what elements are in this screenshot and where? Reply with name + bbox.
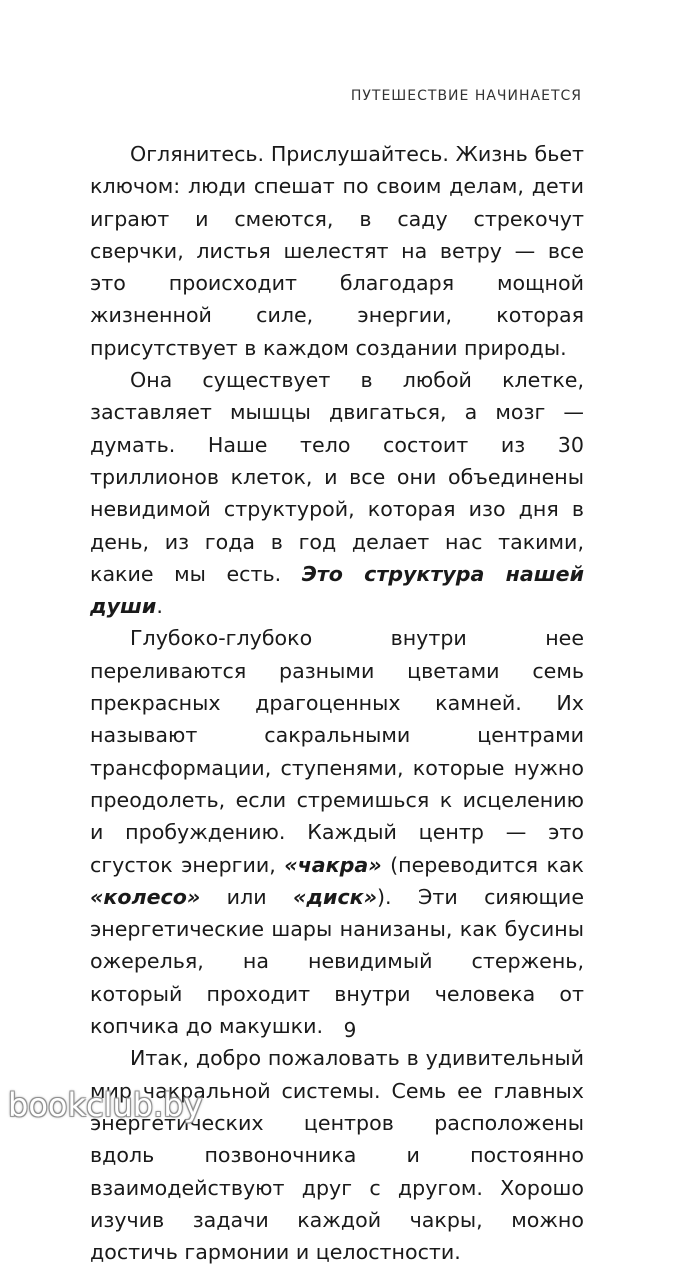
paragraph-2-text: Она существует в любой клетке, заставляет мышцы двигаться, а мозг — думать. Наше тело состоит из 30 триллионов клеток, и все они объединены невидимой структурой, которая изо дня в день, из года в год делает нас такими, какие мы есть. <box>90 368 584 586</box>
term-disk: «диск» <box>293 884 378 909</box>
paragraph-1: Оглянитесь. Прислушайтесь. Жизнь бьет ключом: люди спешат по своим делам, дети играют и смеются, в саду стрекочут сверчки, листья шелестят на ветру — все это происходит благодаря мощной жизненной силе, энергии, которая присутствует в каждом создании природы. <box>90 142 584 360</box>
paragraph-3 <box>90 622 584 1042</box>
paragraph-3-part-2: (переводится как <box>381 852 584 877</box>
paragraph-4: Итак, добро пожаловать в удивительный мир чакральной системы. Семь ее главных энергетических центров расположены вдоль позвоночника и постоянно взаимодействуют друг с другом. Хорошо изучив задачи каждой чакры, можно достичь гармонии и целостности. <box>90 1046 584 1265</box>
paragraph-3-part-4: ). Эти сияющие энергетические шары нанизаны, как бусины ожерелья, на невидимый стержень, который проходит внутри человека от копчика до макушки. <box>90 884 584 1039</box>
running-header: ПУТЕШЕСТВИЕ НАЧИНАЕТСЯ <box>350 88 582 104</box>
page-number: 9 <box>343 1018 357 1042</box>
paragraph-3-part-3: или <box>200 884 293 909</box>
paragraph-2-end: . <box>156 594 163 619</box>
term-chakra: «чакра» <box>284 852 382 877</box>
paragraph-2 <box>90 364 584 622</box>
paragraph-2-emphasis: Это структура нашей души <box>90 561 584 619</box>
watermark: bookclub.by <box>8 1086 203 1124</box>
term-wheel: «колесо» <box>90 884 201 909</box>
paragraph-3-part-1: Глубоко-глубоко внутри нее переливаются разными цветами семь прекрасных драгоценных камней. Их называют сакральными центрами трансформации, ступенями, которые нужно преодолеть, если стремишься к исцелению и пробуждению. Каждый центр — это сгусток энергии, <box>90 626 584 877</box>
